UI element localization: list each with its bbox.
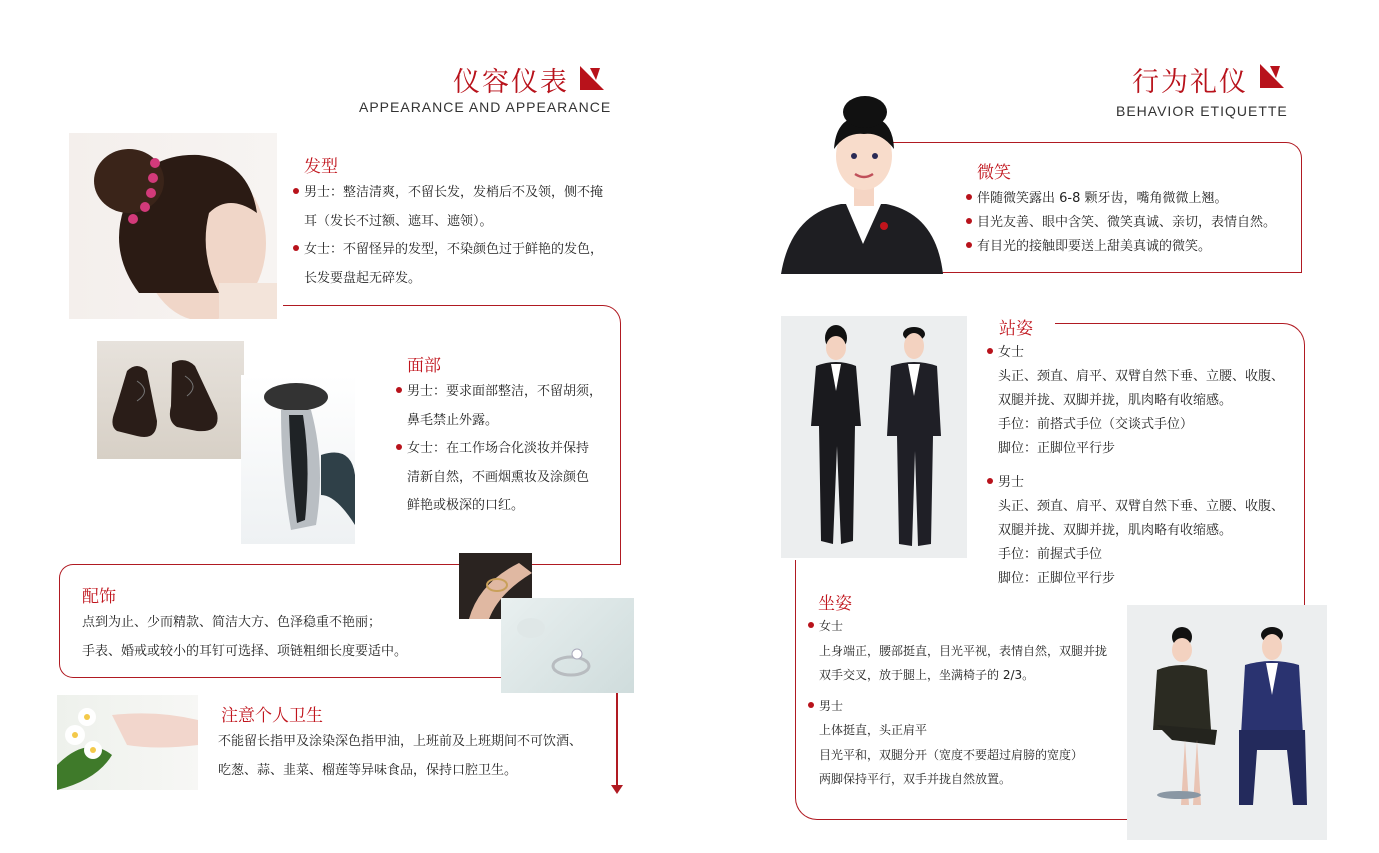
accessories-heading: 配饰 <box>82 587 116 607</box>
right-page-title: 行为礼仪 <box>1132 67 1248 98</box>
frame-line <box>616 693 618 788</box>
list-item: 手位：前搭式手位（交谈式手位） <box>998 417 1194 432</box>
list-item: 男士：要求面部整洁，不留胡须， <box>396 378 602 407</box>
hairstyle-photo <box>69 133 277 319</box>
list-item: 鼻毛禁止外露。 <box>407 412 499 428</box>
shoes-photo <box>97 341 244 459</box>
list-item: 双腿并拢、双脚并拢，肌肉略有收缩感。 <box>998 523 1233 538</box>
left-page-title: 仪容仪表 <box>453 67 569 98</box>
list-item: 双腿并拢、双脚并拢，肌肉略有收缩感。 <box>998 393 1233 408</box>
nails-photo <box>57 695 198 790</box>
brand-logo-icon <box>578 64 610 92</box>
standing-pose-photo <box>781 316 967 558</box>
right-page-subtitle: BEHAVIOR ETIQUETTE <box>1116 103 1288 119</box>
list-item: 脚位：正脚位平行步 <box>998 571 1116 586</box>
list-item: 有目光的接触即要送上甜美真诚的微笑。 <box>966 235 1276 259</box>
sitting-text <box>808 614 1107 792</box>
list-item: 女士：在工作场合化淡妆并保持 <box>396 435 602 464</box>
sitting-male-label: 男士 <box>808 694 1107 719</box>
list-item: 清新自然，不画烟熏妆及涂颜色 <box>407 469 590 485</box>
list-item: 脚位：正脚位平行步 <box>998 441 1116 456</box>
list-item: 耳（发长不过额、遮耳、遮领）。 <box>304 213 493 229</box>
list-item: 双手交叉，放于腿上，坐满椅子的 2/3。 <box>819 668 1035 682</box>
list-item: 手表、婚戒或较小的耳钉可选择、项链粗细长度要适中。 <box>82 643 408 659</box>
ring-photo <box>501 598 634 693</box>
list-item: 目光友善、眼中含笑、微笑真诚、亲切，表情自然。 <box>966 211 1276 235</box>
face-heading: 面部 <box>407 356 441 376</box>
list-item: 手位：前握式手位 <box>998 547 1103 562</box>
attendant-illustration <box>781 94 946 274</box>
list-item: 上体挺直，头正肩平 <box>819 723 928 737</box>
list-item: 不能留长指甲及涂染深色指甲油，上班前及上班期间不可饮酒、 <box>218 734 583 749</box>
face-text <box>396 378 602 521</box>
shaver-photo <box>241 375 355 544</box>
sitting-pose-photo <box>1127 605 1327 840</box>
standing-text <box>987 341 1284 591</box>
list-item: 头正、颈直、肩平、双臂自然下垂、立腰、收腹、 <box>998 499 1285 514</box>
left-page-subtitle: APPEARANCE AND APPEARANCE <box>359 99 612 115</box>
list-item: 女士：不留怪异的发型，不染颜色过于鲜艳的发色， <box>293 236 603 265</box>
hair-text <box>293 179 603 293</box>
list-item: 长发要盘起无碎发。 <box>304 270 422 286</box>
hair-heading: 发型 <box>304 157 338 177</box>
accessories-text <box>82 609 407 666</box>
list-item: 伴随微笑露出 6-8 颗牙齿，嘴角微微上翘。 <box>966 187 1276 211</box>
list-item: 头正、颈直、肩平、双臂自然下垂、立腰、收腹、 <box>998 369 1285 384</box>
arrow-down-icon <box>611 785 623 795</box>
list-item: 吃葱、蒜、韭菜、榴莲等异味食品，保持口腔卫生。 <box>218 762 518 778</box>
hygiene-heading: 注意个人卫生 <box>221 706 323 726</box>
list-item: 目光平和，双腿分开（宽度不要超过肩膀的宽度） <box>819 747 1084 762</box>
list-item: 男士：整洁清爽，不留长发，发梢后不及领，侧不掩 <box>293 179 603 208</box>
list-item: 点到为止、少而精款、简洁大方、色泽稳重不艳丽； <box>82 615 382 630</box>
list-item: 鲜艳或极深的口红。 <box>407 498 525 513</box>
list-item: 两脚保持平行，双手并拢自然放置。 <box>819 772 1012 786</box>
standing-heading: 站姿 <box>999 319 1033 339</box>
hygiene-text <box>218 728 582 785</box>
standing-female-label: 女士 <box>987 341 1284 365</box>
list-item: 上身端正，腰部挺直，目光平视，表情自然，双腿并拢 <box>819 643 1108 658</box>
smile-text <box>966 187 1276 259</box>
brand-logo-icon <box>1258 62 1290 90</box>
smile-heading: 微笑 <box>977 163 1011 183</box>
sitting-female-label: 女士 <box>808 614 1107 639</box>
standing-male-label: 男士 <box>987 471 1284 495</box>
sitting-heading: 坐姿 <box>818 594 852 614</box>
